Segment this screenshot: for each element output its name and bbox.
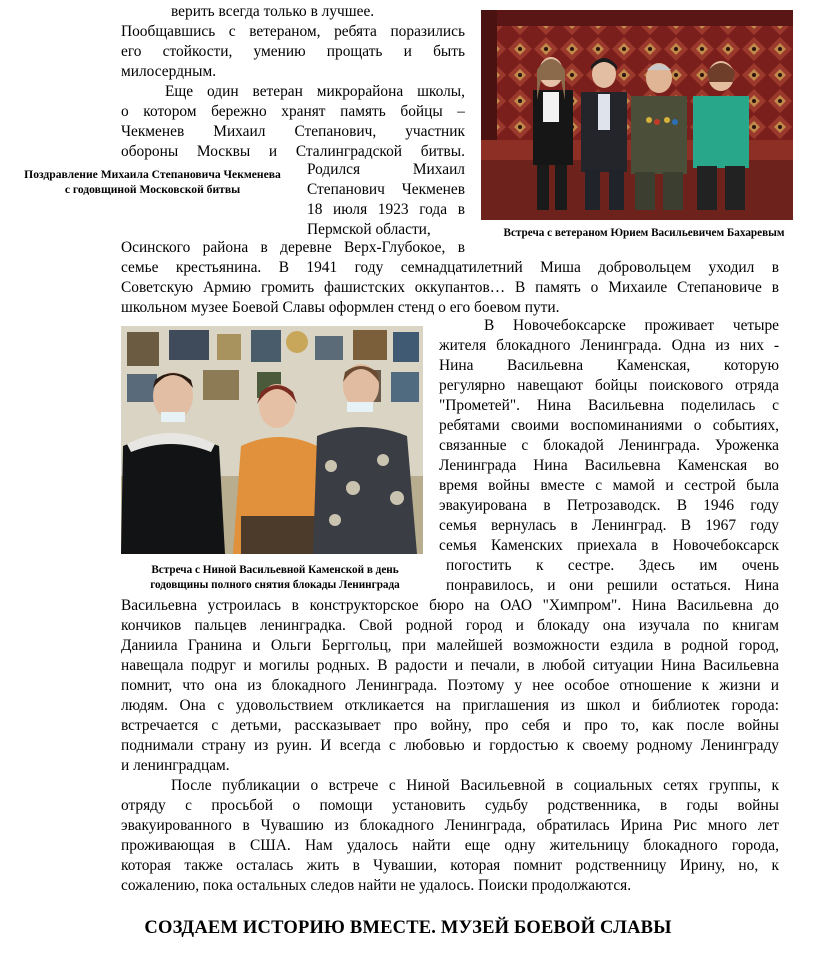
text-line: помнит, что она из блокадного Ленинграда. Поэтому у нее особое отношение к жизни и: [121, 677, 779, 694]
text-line: его стойкости, умению прощать и быть: [121, 43, 465, 60]
text-line: отряду с просьбой о помощи установить судьбу родственника, в годы войны: [121, 797, 779, 814]
text-line: После публикации о встрече с Ниной Васильевной в социальных сетях группы, к: [171, 777, 779, 794]
text-line: ребятами своими воспоминаниями о событиях,: [439, 417, 779, 434]
text-line: 18 июля 1923 года в: [307, 201, 465, 218]
text-line: кончиков пальцев ленинградка. Свой родной город и блокаду она изучала по книгам: [121, 617, 779, 634]
text-line: эвакуирована в Петрозаводск. В 1946 году: [439, 497, 779, 514]
text-line: Степанович Чекменев: [307, 181, 465, 198]
photo-veteran-bakharev-image: [481, 10, 793, 220]
text-line: Ленинграда Нина Васильевна Каменская во: [439, 457, 779, 474]
text-line: школьном музее Боевой Славы оформлен стенд о его боевом пути.: [121, 299, 560, 316]
text-line: проживающая в США. Нам удалось найти еще одну жительницу блокадного города,: [121, 837, 779, 854]
caption-line: Поздравление Михаила Степановича Чекменева: [24, 168, 281, 181]
text-line: жителя блокадного Ленинграда. Одна из них -: [439, 337, 779, 354]
text-line: регулярно навещают бойцы поискового отряда: [439, 377, 779, 394]
text-line: "Прометей". Нина Васильевна поделилась с: [439, 397, 779, 414]
text-line: погостить к сестре. Здесь им очень: [446, 557, 779, 574]
text-line: Пермской области,: [307, 221, 431, 238]
photo-caption-bakharev: Встреча с ветераном Юрием Васильевичем Бахаревым: [503, 227, 785, 239]
text-line: Нина Васильевна Каменская, которую: [439, 357, 779, 374]
text-line: поднимали страну из руин. И всегда с любовью и гордостью к своему родному Ленинграду: [121, 737, 779, 754]
text-line: семья вернулась в Ленинград. В 1967 году: [439, 517, 779, 534]
text-line: время войны вместе с мамой и сестрой была: [439, 477, 779, 494]
text-line: семья Каменских приехала в Новочебоксарск: [439, 537, 779, 554]
text-line: встречается с детьми, рассказывает про войну, про себя и про то, как после войны: [121, 717, 779, 734]
caption-line: Встреча с Ниной Васильевной Каменской в день: [151, 564, 399, 576]
text-line: Пообщавшись с ветераном, ребята поразились: [121, 23, 465, 40]
text-line: которая также осталась жить в Чувашии, которая помнит родственницу Ирину, но, к: [121, 857, 779, 874]
text-line: Осинского района в деревне Верх-Глубокое, в: [121, 239, 465, 256]
photo-caption-kamenskaya: [115, 563, 435, 593]
photo-kamenskaya: [121, 326, 423, 554]
photo-kamenskaya-image: [121, 326, 423, 554]
section-heading: СОЗДАЕМ ИСТОРИЮ ВМЕСТЕ. МУЗЕЙ БОЕВОЙ СЛАВЫ: [144, 918, 672, 938]
photo-veteran-bakharev: [481, 10, 793, 220]
text-line: милосердным.: [121, 63, 217, 80]
text-line: Даниила Гранина и Ольги Берггольц, при малейшей возможности ездила в родной город,: [121, 637, 779, 654]
text-line: Родился Михаил: [307, 161, 465, 178]
text-line: Советскую Армию громить фашистских оккупантов… В память о Михаиле Степановиче в: [121, 279, 779, 296]
text-line: Васильевна устроилась в конструкторское бюро на ОАО "Химпром". Нина Васильевна до: [121, 597, 779, 614]
text-line: верить всегда только в лучшее.: [171, 3, 375, 20]
text-line: связанные с блокадой Ленинграда. Уроженка: [439, 437, 779, 454]
text-line: В Новочебоксарске проживает четыре: [484, 317, 779, 334]
caption-line: годовщины полного снятия блокады Ленинграда: [150, 579, 400, 591]
text-line: и ленинградцам.: [121, 757, 230, 774]
text-line: эвакуированного в Чувашию из блокадного Ленинграда, обратилась Ирина Рис много лет: [121, 817, 779, 834]
text-line: Чекменев Михаил Степанович, участник: [121, 123, 465, 140]
text-line: навещала подруг и могилы родных. В радости и печали, в любой ситуации Нина Васильевна: [121, 657, 779, 674]
text-line: сожалению, пока остальных следов найти не удалось. Поиски продолжаются.: [121, 877, 632, 894]
text-line: семье крестьянина. В 1941 году семнадцатилетний Миша добровольцем уходил в: [121, 259, 779, 276]
text-line: обороны Москвы и Сталинградской битвы.: [121, 143, 465, 160]
text-line: Еще один ветеран микрорайона школы,: [165, 83, 465, 100]
caption-line: с годовщиной Московской битвы: [64, 183, 241, 196]
photo-caption-chekmenev: [0, 167, 305, 197]
text-line: понравилось, и они решили остаться. Нина: [446, 577, 779, 594]
text-line: людям. Она с удовольствием откликается на приглашения из школ и библиотек города:: [121, 697, 779, 714]
text-line: о котором бережно хранят память бойцы –: [121, 103, 465, 120]
